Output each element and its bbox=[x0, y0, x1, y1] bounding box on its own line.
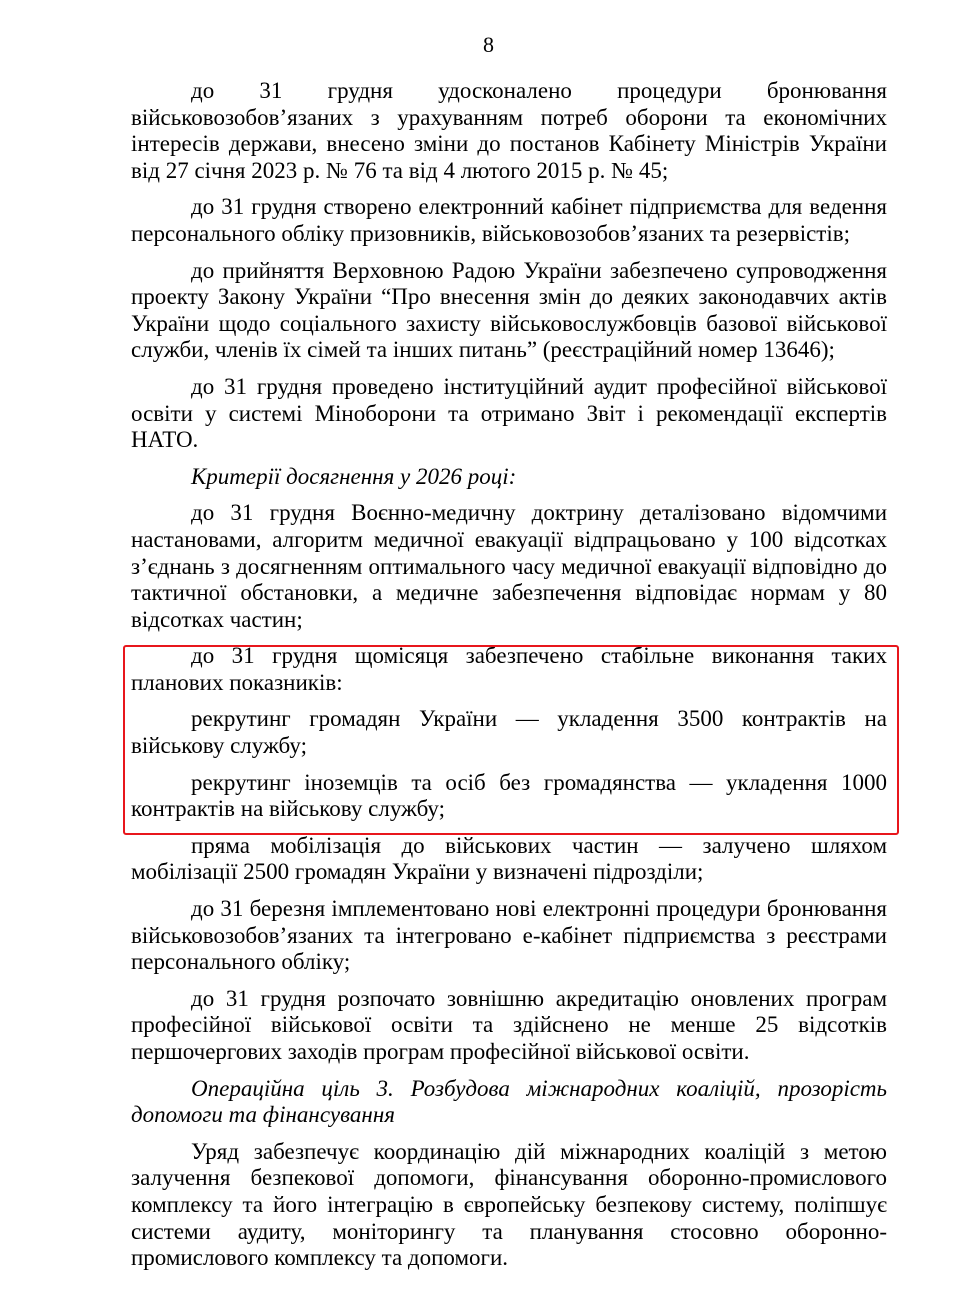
paragraph-electronic-cabinet: до 31 грудня створено електронний кабінет підприємства для ведення персонального обліку призовників, військовозобов’язаних та резервістів; bbox=[131, 194, 887, 246]
paragraph-medical-doctrine: до 31 грудня Воєнно-медичну доктрину деталізовано відомчими настановами, алгоритм медичної евакуації відпрацьовано у 100 відсотках з’єднань з досягненням оптимального часу медичної евакуації відповідно до тактичної обстановки, а медичне забезпечення відповідає нормам у 80 відсотках частин; bbox=[131, 500, 887, 632]
criteria-2026-heading: Критерії досягнення у 2026 році: bbox=[191, 463, 517, 489]
paragraph-monthly-indicators: до 31 грудня щомісяця забезпечено стабільне виконання таких планових показників: bbox=[131, 643, 887, 695]
page-number: 8 bbox=[483, 32, 494, 57]
document-body bbox=[131, 78, 887, 1282]
paragraph-electronic-procedures: до 31 березня імплементовано нові електронні процедури бронювання військовозобов’язаних та інтегровано е-кабінет підприємства з реєстрами персонального обліку; bbox=[131, 896, 887, 975]
paragraph-external-accreditation: до 31 грудня розпочато зовнішню акредитацію оновлених програм професійної військової освіти та здійснено не менше 25 відсотків першочергових заходів програм професійної військової освіти. bbox=[131, 985, 887, 1064]
paragraph-direct-mobilization: пряма мобілізація до військових частин — залучено шляхом мобілізації 2500 громадян України у визначені підрозділи; bbox=[131, 832, 887, 885]
paragraph-recruiting-foreigners: рекрутинг іноземців та осіб без громадянства — укладення 1000 контрактів на військову службу; bbox=[131, 769, 887, 822]
paragraph-reservation-procedures: до 31 грудня удосконалено процедури бронювання військовозобов’язаних з урахуванням потреб оборони та економічних інтересів держави, внесено зміни до постанов Кабінету Міністрів України від 27 січня 2023 р. № 76 та від 4 лютого 2015 р. № 45; bbox=[131, 78, 887, 183]
operational-goal-3-heading: Операційна ціль 3. Розбудова міжнародних коаліцій, прозорість допомоги та фінансування bbox=[131, 1075, 887, 1128]
paragraph-government-coordination: Уряд забезпечує координацію дій міжнародних коаліцій з метою залучення безпекової допомоги, фінансування оборонно-промислового комплексу та його інтеграцію в європейську безпекову систему, поліпшує системи аудиту, моніторингу та планування стосовно оборонно-промислового комплексу та допомоги. bbox=[131, 1138, 887, 1271]
paragraph-institutional-audit: до 31 грудня проведено інституційний аудит професійної військової освіти у системі Міноборони та отримано Звіт і рекомендації експертів НАТО. bbox=[131, 373, 887, 453]
paragraph-recruiting-citizens: рекрутинг громадян України — укладення 3500 контрактів на військову службу; bbox=[131, 706, 887, 759]
paragraph-draft-law-support: до прийняття Верховною Радою України забезпечено супроводження проекту Закону України “Про внесення змін до деяких законодавчих актів України щодо соціального захисту військовослужбовців базової військової служби, членів їх сімей та інших питань” (реєстраційний номер 13646); bbox=[131, 257, 887, 363]
